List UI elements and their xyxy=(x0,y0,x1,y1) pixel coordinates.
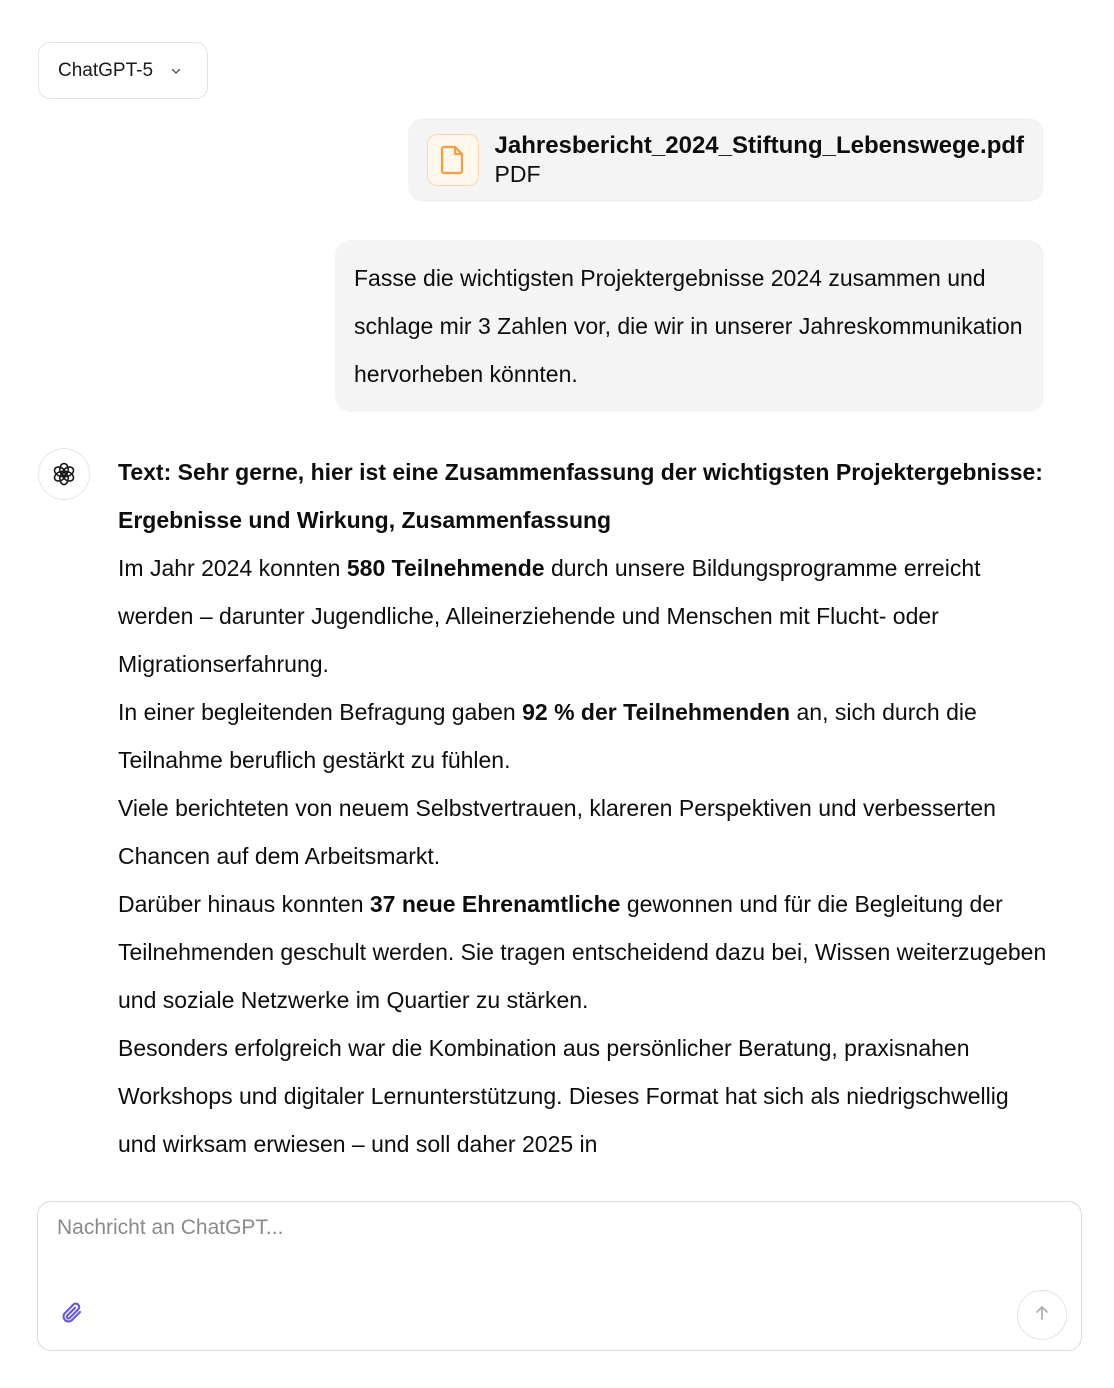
file-info xyxy=(495,132,1025,188)
file-attachment[interactable] xyxy=(408,118,1045,202)
user-message-text: Fasse die wichtigsten Projektergebnisse 2024 zusammen und schlage mir 3 Zahlen vor, die wir in unserer Jahreskommunikation hervorheben könnten. xyxy=(354,265,1023,387)
assistant-paragraph-5: Besonders erfolgreich war die Kombination aus persönlicher Beratung, praxisnahen Workshops und digitaler Lernunterstützung. Dieses Format hat sich als niedrigschwellig und wirksam erwiesen – und soll daher 2025 in xyxy=(118,1035,1009,1157)
paperclip-icon[interactable] xyxy=(58,1298,88,1330)
model-selector-button[interactable] xyxy=(38,42,208,99)
user-message xyxy=(335,240,1044,412)
highlight-percentage: 92 % der Teilnehmenden xyxy=(522,699,791,725)
send-button[interactable] xyxy=(1017,1290,1067,1340)
openai-logo-icon xyxy=(38,448,90,500)
assistant-paragraph-4: Darüber hinaus konnten 37 neue Ehrenamtliche gewonnen und für die Begleitung der Teilnehmenden geschult werden. Sie tragen entscheidend dazu bei, Wissen weiterzugeben und soziale Netzwerke im Quartier zu stärken. xyxy=(118,891,1047,1013)
assistant-heading: Ergebnisse und Wirkung, Zusammenfassung xyxy=(118,507,612,533)
message-input[interactable] xyxy=(57,1216,957,1240)
model-label: ChatGPT-5 xyxy=(58,59,154,81)
document-icon xyxy=(427,134,479,186)
highlight-volunteers: 37 neue Ehrenamtliche xyxy=(369,891,621,917)
assistant-paragraph-1: Im Jahr 2024 konnten 580 Teilnehmende durch unsere Bildungsprogramme erreicht werden – darunter Jugendliche, Alleinerziehende und Menschen mit Flucht- oder Migrationserfahrung. xyxy=(118,555,981,677)
message-composer xyxy=(37,1201,1082,1351)
file-name: Jahresbericht_2024_Stiftung_Lebenswege.pdf xyxy=(494,132,1024,159)
assistant-intro: Text: Sehr gerne, hier ist eine Zusammenfassung der wichtigsten Projektergebnisse: xyxy=(118,459,1043,485)
highlight-participants: 580 Teilnehmende xyxy=(346,555,545,581)
assistant-paragraph-2: In einer begleitenden Befragung gaben 92 % der Teilnehmenden an, sich durch die Teilnahme beruflich gestärkt zu fühlen. xyxy=(118,699,977,773)
assistant-message xyxy=(118,448,1048,1200)
chevron-down-icon xyxy=(169,64,183,78)
assistant-paragraph-3: Viele berichteten von neuem Selbstvertrauen, klareren Perspektiven und verbesserten Chancen auf dem Arbeitsmarkt. xyxy=(118,795,996,869)
arrow-up-icon xyxy=(1033,1304,1051,1327)
file-type: PDF xyxy=(494,161,541,187)
